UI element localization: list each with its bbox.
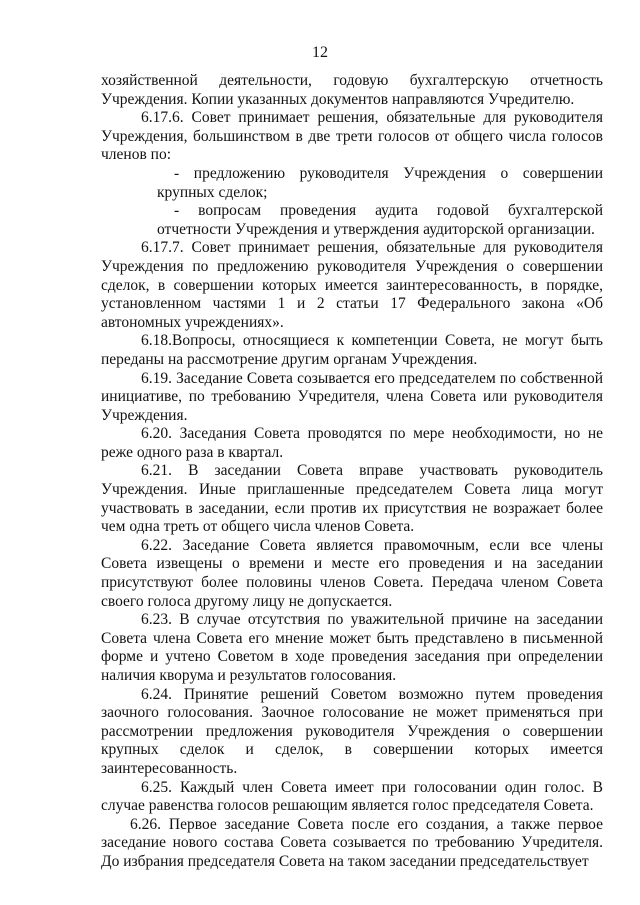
page-number: 12 — [312, 44, 328, 61]
paragraph-6-19: 6.19. Заседание Совета созывается его председателем по собственной инициативе, по требованию Учредителя, члена Совета или руководителя Учреждения. — [101, 369, 603, 424]
paragraph-6-25: 6.25. Каждый член Совета имеет при голосовании один голос. В случае равенства голосов решающим является голос председателя Совета. — [101, 778, 603, 815]
paragraph-6-17-6: 6.17.6. Совет принимает решения, обязательные для руководителя Учреждения, большинством в две трети голосов от общего числа голосов членов по: — [101, 109, 603, 164]
list-item: - предложению руководителя Учреждения о совершении крупных сделок; — [157, 164, 603, 201]
paragraph-6-23: 6.23. В случае отсутствия по уважительной причине на заседании Совета члена Совета его мнение может быть представлено в письменной форме и учтено Советом в ходе проведения заседания при определении наличия кворума и результатов голосования. — [101, 611, 603, 684]
paragraph-6-20: 6.20. Заседания Совета проводятся по мере необходимости, но не реже одного раза в квартал. — [101, 425, 603, 461]
paragraph-continuation: хозяйственной деятельности, годовую бухгалтерскую отчетность Учреждения. Копии указанных документов направляются Учредителю. — [101, 72, 603, 108]
paragraph-6-26: 6.26. Первое заседание Совета после его создания, а также первое заседание нового состава Совета созывается по требованию Учредителя. До избрания председателя Совета на таком заседании председательствует — [101, 815, 603, 870]
paragraph-6-17-7: 6.17.7. Совет принимает решения, обязательные для руководителя Учреждения по предложению руководителя Учреждения о совершении сделок, в совершении которых имеется заинтересованность, в порядке, установленном частями 1 и 2 статьи 17 Федерального закона «Об автономных учреждениях». — [101, 239, 603, 331]
list-item: - вопросам проведения аудита годовой бухгалтерской отчетности Учреждения и утверждения аудиторской организации. — [157, 202, 603, 238]
paragraph-6-21: 6.21. В заседании Совета вправе участвовать руководитель Учреждения. Иные приглашенные председателем Совета лица могут участвовать в заседании, если против их присутствия не возражает более чем одна треть от общего числа членов Совета. — [101, 462, 603, 536]
document-body — [101, 72, 603, 872]
paragraph-6-22: 6.22. Заседание Совета является правомочным, если все члены Совета извещены о времени и месте его проведения и на заседании присутствуют более половины членов Совета. Передача членом Совета своего голоса другому лицу не допускается. — [101, 536, 603, 610]
paragraph-6-18: 6.18.Вопросы, относящиеся к компетенции Совета, не могут быть переданы на рассмотрение другим органам Учреждения. — [101, 332, 603, 368]
paragraph-6-24: 6.24. Принятие решений Советом возможно путем проведения заочного голосования. Заочное голосование не может применяться при рассмотрении предложения руководителя Учреждения о совершении крупных сделок и сделок, в совершении которых имеется заинтересованность. — [101, 685, 603, 777]
